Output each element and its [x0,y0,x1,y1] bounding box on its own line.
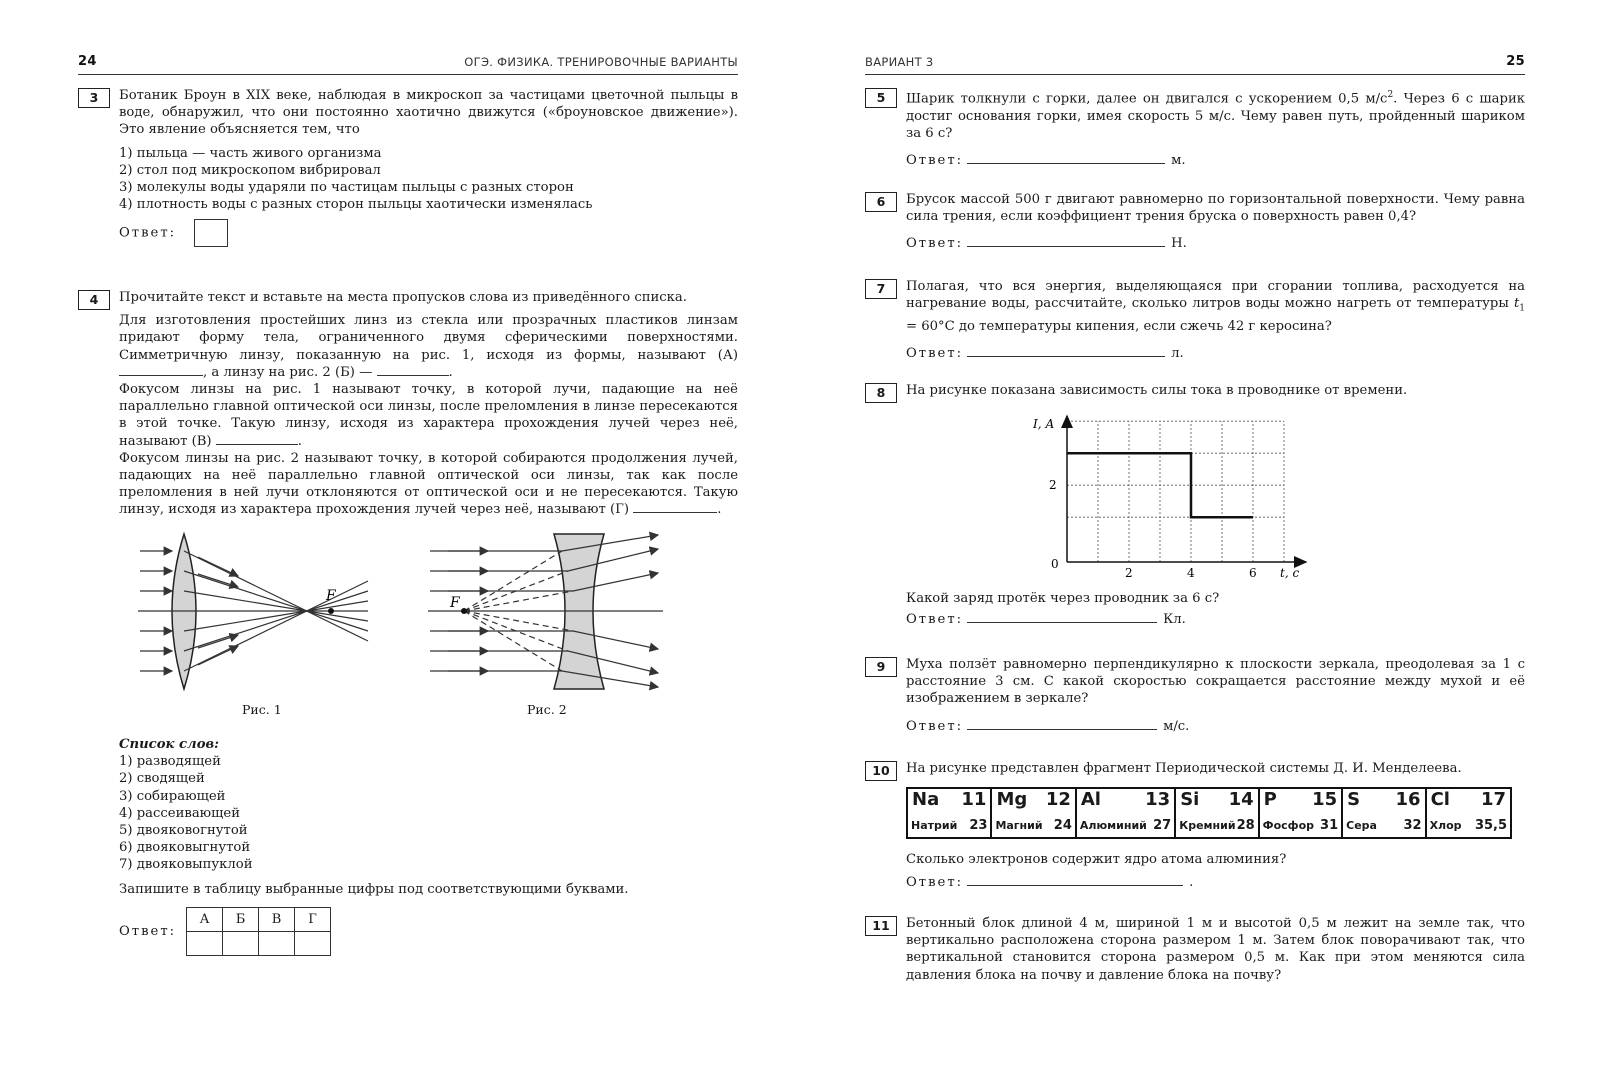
answer-line[interactable] [967,716,1157,730]
word-item: 6) двояковыгнутой [119,840,251,856]
task-7 [865,278,1525,363]
passage-part: Фокусом линзы на рис. 2 называют точку, в которой собираются продолжения лучей, падающих на неё параллельно главной оптической оси линзы, так как после преломления в ней лучи отклоняются от оптической оси и не пересекаются. Такую линзу, исходя из характера прохождения лучей через неё, называют (Г) [119,450,738,518]
task-number: 8 [865,383,897,403]
element-symbol: Na [912,789,940,810]
element-name: Натрий [911,818,958,832]
atomic-mass: 24 [1053,817,1072,833]
left-page [78,0,738,1080]
word-item: 2) сводящей [119,771,205,787]
focus-point [328,608,334,614]
options-list [119,145,738,214]
origin-label: 0 [1051,557,1059,571]
left-page-header [78,53,738,75]
answer-cell-b[interactable] [223,932,259,956]
answer-label: Ответ: [906,153,964,168]
atomic-number: 14 [1228,789,1254,810]
word-list [119,736,629,898]
task-number: 7 [865,279,897,299]
task-text [906,87,1525,142]
task-8 [865,382,1525,627]
answer-line[interactable] [967,233,1165,247]
page-number: 25 [1506,54,1525,69]
task-6 [865,191,1525,253]
atomic-number: 16 [1395,789,1421,810]
variable: t [1513,296,1520,312]
answer-box[interactable] [194,219,228,247]
answer-unit: Н. [1171,236,1187,252]
text-part: Шарик толкнули с горки, далее он двигался с ускорением 0,5 м/с [906,91,1388,107]
atomic-number: 11 [961,789,987,810]
task-number: 5 [865,88,897,108]
task-text: Бетонный блок длиной 4 м, шириной 1 м и высотой 0,5 м лежит на земле так, что вертикально расположена сторона размером 1 м. Затем блок поворачивают так, что вертикальной становится сторона размером 0,5 м. Как при этом меняются сила давления блока на почву и давление блока на почву? [906,916,1525,983]
answer-cell-g[interactable] [295,932,331,956]
atomic-mass: 32 [1403,817,1422,833]
element-cell [1427,789,1510,837]
task-number: 11 [865,916,897,936]
text-part: Полагая, что вся энергия, выделяющаяся при сгорании топлива, расходуется на нагревание воды, рассчитайте, сколько литров воды можно нагреть от температуры [906,279,1525,312]
task-question: Сколько электронов содержит ядро атома алюминия? [906,852,1287,867]
answer-label: Ответ: [119,923,177,939]
atomic-mass: 27 [1153,817,1172,833]
answer-row [906,609,1186,629]
periodic-table-fragment [906,787,1512,839]
atomic-mass: 31 [1320,817,1339,833]
blank-b[interactable] [377,364,449,376]
element-symbol: S [1347,789,1361,810]
element-symbol: Cl [1430,789,1450,810]
answer-table-row [119,907,331,956]
figure-diverging-lens [428,529,668,694]
word-list-title: Список слов: [119,737,220,752]
figure-1-caption: Рис. 1 [242,702,282,717]
figure-2-caption: Рис. 2 [527,702,567,717]
x-tick-label: 2 [1125,566,1133,580]
task-number: 3 [78,88,110,108]
atomic-number: 15 [1312,789,1338,810]
focus-label: F [326,588,336,604]
table-header: В [259,908,295,932]
x-tick-label: 6 [1249,566,1257,580]
word-item: 1) разводящей [119,754,221,770]
task-text: Брусок массой 500 г двигают равномерно по горизонтальной поверхности. Чему равна сила трения, если коэффициент трения бруска о поверхность равен 0,4? [906,192,1525,225]
task-text: Ботаник Броун в XIX веке, наблюдая в микроскоп за частицами цветочной пыльцы в воде, обнаружил, что они постоянно хаотично движутся («броуновское движение»). Это явление объясняется тем, что [119,88,738,138]
chart-grid [1067,421,1284,562]
answer-unit: л. [1171,346,1184,362]
answer-row [906,343,1525,363]
atomic-mass: 23 [969,817,988,833]
element-name: Магний [995,818,1043,832]
answer-line[interactable] [967,150,1165,164]
passage-part: Для изготовления простейших линз из стекла или прозрачных пластиков линзам придают форму тела, ограниченного двумя сферическими поверхностями. Симметричную линзу, показанную на рис. 1, исходя из формы, называют (А) [119,313,738,363]
focus-label: F [450,595,460,611]
task-question: Какой заряд протёк через проводник за 6 с? [906,591,1220,606]
right-page-header [865,53,1525,75]
atomic-mass: 35,5 [1474,817,1508,833]
element-symbol: Mg [996,789,1028,810]
element-cell [1260,789,1343,837]
table-header: Г [295,908,331,932]
atomic-mass: 28 [1236,817,1255,833]
answer-line[interactable] [967,872,1183,886]
answer-label: Ответ: [906,612,964,627]
element-name: Кремний [1179,818,1236,832]
element-cell [992,789,1076,837]
word-item: 3) собирающей [119,788,226,804]
task-passage: Для изготовления простейших линз из стекла или прозрачных пластиков линзам придают форму тела, ограниченного двумя сферическими поверхностями. Симметричную линзу, показанную на рис. 1, исходя из формы, называют (А) , а линзу на рис. 2 (Б) — . Фокусом линзы на рис. 1 называют точку, в которой лучи, падающие на неё параллельно главной оптической оси линзы, после преломления в линзе пересекаются в этой точке. Такую линзу, исходя из характера прохождения лучей через неё, называют (В) . Фокусом линзы на рис. 2 называют точку, в которой собираются продолжения лучей, падающих на неё параллельно главной оптической оси линзы, так как после преломления в ней лучи отклоняются от оптической оси и не пересекаются. Такую линзу, исходя из характера прохождения лучей через неё, называют (Г) . [119,313,738,518]
element-symbol: P [1263,789,1277,810]
x-tick-label: 4 [1187,566,1195,580]
answer-row [906,872,1193,892]
task-11 [865,915,1525,984]
blank-v[interactable] [216,433,298,445]
running-title: ВАРИАНТ 3 [865,55,934,69]
word-item: 5) двояковогнутой [119,823,248,839]
option-item: 4) плотность воды с разных сторон пыльцы хаотически изменялась [119,197,593,213]
task-text: На рисунке представлен фрагмент Периодической системы Д. И. Менделеева. [906,761,1462,776]
word-item: 7) двояковыпуклой [119,857,253,873]
task-4 [78,289,738,939]
x-axis-label: t, с [1280,566,1300,580]
y-tick-label: 2 [1049,478,1057,493]
answer-unit: м/с. [1163,718,1190,734]
answer-label: Ответ: [906,346,964,362]
element-name: Сера [1346,818,1377,832]
answer-line[interactable] [967,343,1165,357]
task-text: Муха ползёт равномерно перпендикулярно к плоскости зеркала, преодолевая за 1 с расстояние 3 см. С какой скоростью сокращается расстояние между мухой и её изображением в зеркале? [906,657,1525,707]
right-page [865,0,1525,1080]
text-part: = 60°C до температуры кипения, если сжечь 42 г керосина? [906,319,1332,335]
task-5 [865,87,1525,170]
table-header: А [187,908,223,932]
instruction: Запишите в таблицу выбранные цифры под соответствующими буквами. [119,881,629,897]
element-cell [1077,789,1176,837]
running-title: ОГЭ. ФИЗИКА. ТРЕНИРОВОЧНЫЕ ВАРИАНТЫ [464,55,738,69]
page-number: 24 [78,54,97,69]
element-symbol: Al [1080,789,1101,810]
element-name: Фосфор [1262,818,1315,832]
option-item: 1) пыльца — часть живого организма [119,145,382,161]
task-number: 9 [865,657,897,677]
task-number: 4 [78,290,110,310]
element-cell [1176,789,1259,837]
task-number: 6 [865,192,897,212]
y-axis-label: I, А [1033,417,1055,431]
answer-row [906,150,1525,170]
task-10 [865,760,1525,890]
atomic-number: 17 [1480,789,1507,810]
option-item: 2) стол под микроскопом вибрировал [119,162,381,178]
figure-converging-lens [138,529,378,694]
current-time-chart [1015,412,1315,592]
atomic-number: 12 [1045,789,1071,810]
answer-row [906,233,1525,253]
subscript: 1 [1519,303,1525,314]
table-header: Б [223,908,259,932]
task-text: На рисунке показана зависимость силы тока в проводнике от времени. [906,383,1408,398]
answer-row [906,716,1525,736]
answer-cell-v[interactable] [259,932,295,956]
task-number: 10 [865,761,897,781]
element-cell [1343,789,1426,837]
passage-part: Фокусом линзы на рис. 1 называют точку, в которой лучи, падающие на неё параллельно главной оптической оси линзы, после преломления в линзе пересекаются в этой точке. Такую линзу, исходя из характера прохождения лучей через неё, называют (В) [119,382,738,449]
superscript: 2 [1387,90,1394,100]
answer-label: Ответ: [119,225,177,241]
answer-row [119,219,738,251]
blank-a[interactable] [119,364,203,376]
answer-cell-a[interactable] [187,932,223,956]
answer-table [186,907,331,956]
blank-g[interactable] [633,501,717,513]
answer-label: Ответ: [906,875,964,890]
word-item: 4) рассеивающей [119,805,241,821]
answer-line[interactable] [967,609,1157,623]
task-3 [78,87,738,251]
answer-label: Ответ: [906,718,964,734]
passage-part: , а линзу на рис. 2 (Б) — [203,364,373,380]
answer-unit: . [1189,875,1194,890]
task-intro: Прочитайте текст и вставьте на места пропусков слова из приведённого списка. [119,290,687,305]
task-text [906,278,1525,335]
answer-label: Ответ: [906,236,964,252]
answer-unit: Кл. [1163,612,1186,627]
focus-point [461,608,467,614]
atomic-number: 13 [1145,789,1171,810]
element-name: Хлор [1429,818,1462,832]
text-part: . Через 6 с шарик достиг основания горки, имея скорость 5 м/с. Чему равен путь, пройденный шариком за 6 с? [906,91,1525,141]
answer-unit: м. [1171,153,1186,168]
element-name: Алюминий [1079,818,1147,832]
option-item: 3) молекулы воды ударяли по частицам пыльцы с разных сторон [119,180,574,196]
element-cell [908,789,992,837]
element-symbol: Si [1180,789,1200,810]
task-9 [865,656,1525,736]
